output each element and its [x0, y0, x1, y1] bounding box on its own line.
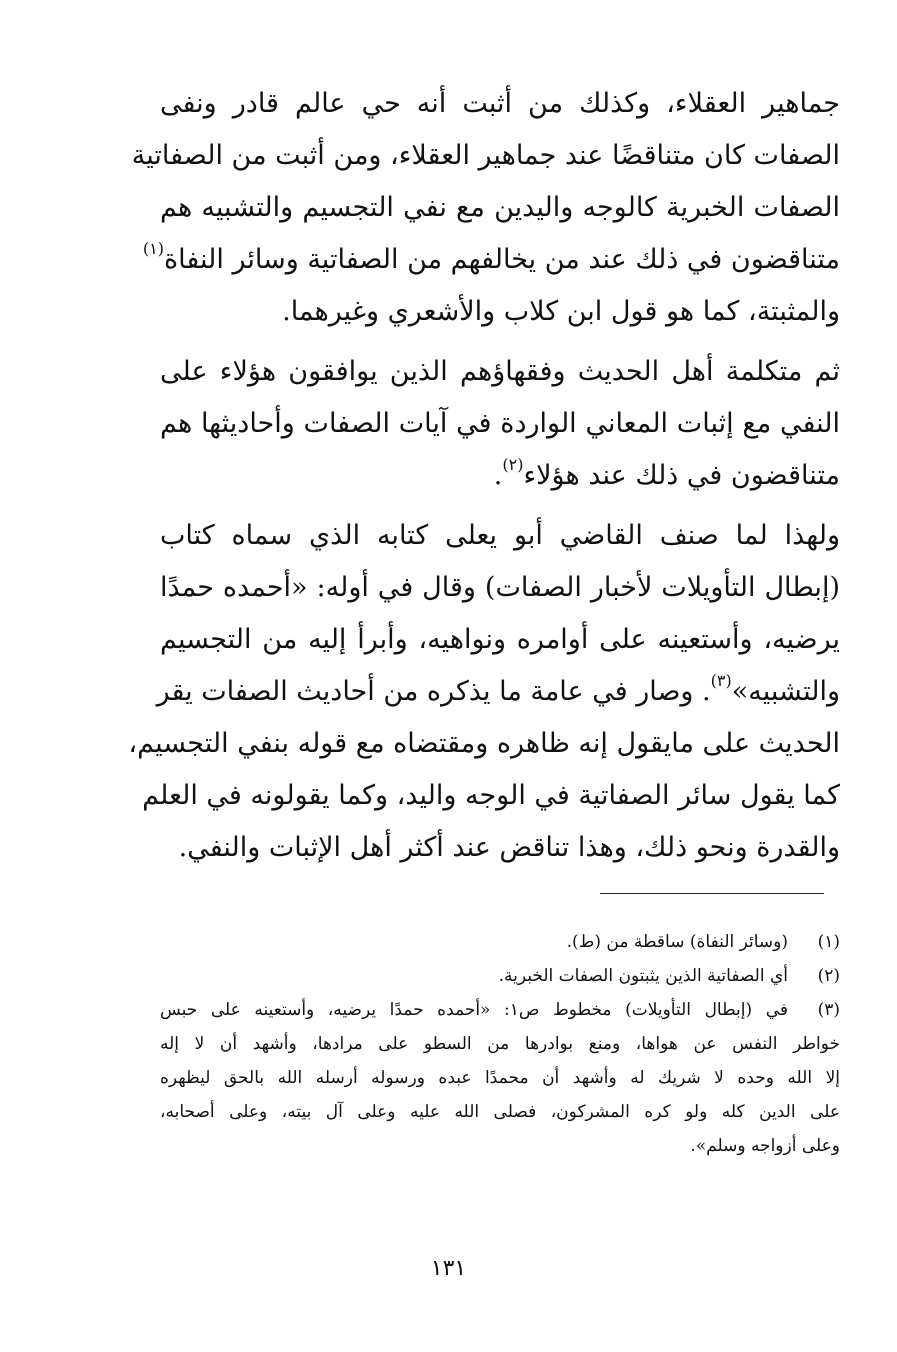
text-line: (إبطال التأويلات لأخبار الصفات) وقال في أوله: «أحمده حمدًا	[160, 572, 840, 603]
paragraph-3	[128, 510, 840, 874]
footnote-divider	[600, 893, 824, 894]
text-line: الحديث على مايقول إنه ظاهره ومقتضاه مع قوله بنفي التجسيم،	[128, 728, 840, 759]
footnote-marker: (٣)	[710, 671, 732, 690]
footnote-item	[160, 959, 840, 993]
footnote-number: (١)	[817, 932, 840, 952]
footnote-line: وعلى أزواجه وسلم».	[690, 1136, 840, 1156]
main-text	[128, 78, 840, 874]
text-line	[156, 666, 840, 718]
text-line: ولهذا لما صنف القاضي أبو يعلى كتابه الذي سماه كتاب	[160, 520, 840, 551]
footnote-marker: (١)	[142, 239, 164, 258]
text-line: ثم متكلمة أهل الحديث وفقهاؤهم الذين يوافقون هؤلاء على	[160, 356, 840, 387]
page-number: ١٣١	[430, 1256, 467, 1281]
text-line: والقدرة ونحو ذلك، وهذا تناقض عند أكثر أهل الإثبات والنفي.	[178, 832, 840, 863]
text-line	[160, 450, 840, 502]
footnote-line: في (إبطال التأويلات) مخطوط ص١: «أحمده حمدًا يرضيه، وأستعينه على حبس	[160, 1000, 788, 1020]
text-line: الصفات كان متناقضًا عند جماهير العقلاء، ومن أثبت من الصفاتية	[131, 140, 840, 171]
footnote-line: (وسائر النفاة) ساقطة من (ط).	[566, 932, 788, 952]
text-line: يرضيه، وأستعينه على أوامره ونواهيه، وأبرأ إليه من التجسيم	[160, 624, 840, 655]
paragraph-2	[160, 346, 840, 502]
text-segment: والتشبيه»	[731, 676, 840, 707]
footnote-line: على الدين كله ولو كره المشركون، فصلى الله عليه وعلى آل بيته، وعلى أصحابه،	[160, 1102, 840, 1122]
footnote-line: إلا الله وحده لا شريك له وأشهد أن محمدًا عبده ورسوله أرسله الله بالحق ليظهره	[160, 1068, 840, 1088]
text-segment: .	[493, 460, 503, 491]
text-line: النفي مع إثبات المعاني الواردة في آيات الصفات وأحاديثها هم	[160, 408, 840, 439]
text-line: والمثبتة، كما هو قول ابن كلاب والأشعري وغيرهما.	[282, 296, 840, 327]
footnote-line: أي الصفاتية الذين يثبتون الصفات الخبرية.	[498, 966, 788, 986]
paragraph-1	[131, 78, 840, 338]
footnote-item	[160, 993, 840, 1163]
footnote-number: (٢)	[817, 966, 840, 986]
footnote-line: خواطر النفس عن هواها، ومنع بوادرها من السطو على مرادها، وأشهد أن لا إله	[160, 1034, 840, 1054]
text-segment: متناقضون في ذلك عند من يخالفهم من الصفاتية وسائر النفاة	[163, 244, 840, 275]
text-line: جماهير العقلاء، وكذلك من أثبت أنه حي عالم قادر ونفى	[160, 88, 840, 119]
text-segment: . وصار في عامة ما يذكره من أحاديث الصفات يقر	[156, 676, 711, 707]
text-line	[142, 234, 840, 286]
footnote-number: (٣)	[817, 1000, 840, 1020]
text-segment: متناقضون في ذلك عند هؤلاء	[523, 460, 840, 491]
footnote-marker: (٢)	[502, 455, 524, 474]
footnote-item	[160, 925, 840, 959]
footnotes	[160, 925, 840, 1163]
text-line: كما يقول سائر الصفاتية في الوجه واليد، وكما يقولونه في العلم	[142, 780, 840, 811]
text-line: الصفات الخبرية كالوجه واليدين مع نفي التجسيم والتشبيه هم	[160, 192, 840, 223]
